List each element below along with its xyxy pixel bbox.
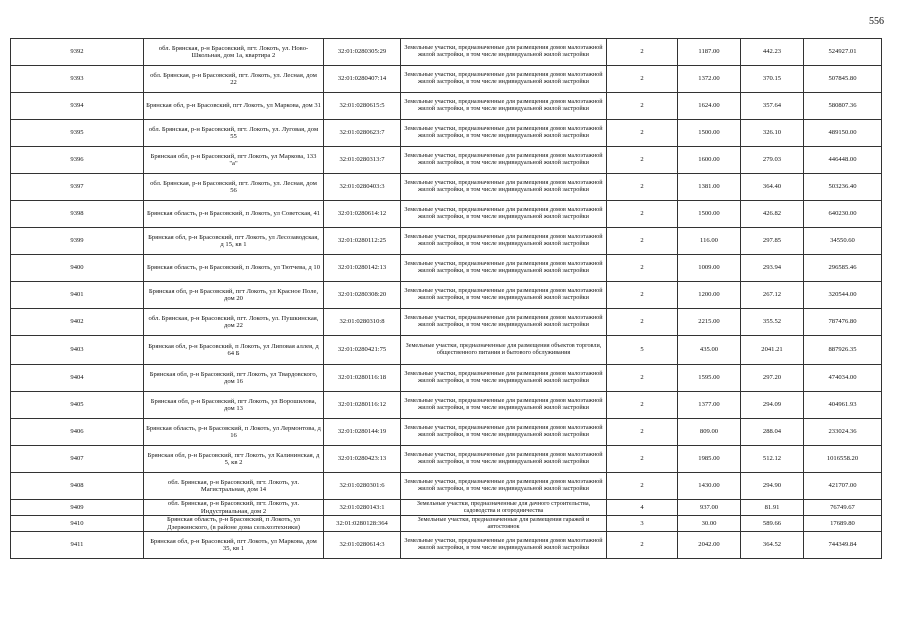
table-row [11,282,882,309]
land-use-cell: Земельные участки, предназначенные для размещения домов малоэтажной жилой застройки, в том числе индивидуальной жилой застройки [401,201,607,228]
cadastral-number-cell: 32:01:0280310:8 [324,309,401,336]
area-cell: 1600.00 [678,147,741,174]
address-cell: Брянская обл, р-н Брасовский, пгт Локоть, ул Твардовского, дом 16 [144,365,324,392]
group-cell: 2 [607,93,678,120]
unit-value-cell: 297.20 [741,365,804,392]
land-use-cell: Земельные участки, предназначенные для размещения домов малоэтажной жилой застройки, в том числе индивидуальной жилой застройки [401,255,607,282]
cadastral-value-cell: 580807.36 [804,93,882,120]
unit-value-cell: 279.03 [741,147,804,174]
unit-value-cell: 364.52 [741,532,804,559]
cadastral-value-cell: 489150.00 [804,120,882,147]
land-use-cell: Земельные участки, предназначенные для размещения домов малоэтажной жилой застройки, в том числе индивидуальной жилой застройки [401,120,607,147]
address-cell: Брянская обл, р-н Брасовский, пгт Локоть, ул Ворошилова, дом 13 [144,392,324,419]
area-cell: 1200.00 [678,282,741,309]
area-cell: 116.00 [678,228,741,255]
land-use-cell: Земельные участки, предназначенные для размещения домов малоэтажной жилой застройки, в том числе индивидуальной жилой застройки [401,392,607,419]
table-body [11,39,882,559]
area-cell: 1381.00 [678,174,741,201]
land-use-cell: Земельные участки, предназначенные для размещения домов малоэтажной жилой застройки, в том числе индивидуальной жилой застройки [401,532,607,559]
cadastral-number-cell: 32:01:0280403:3 [324,174,401,201]
area-cell: 30.00 [678,516,741,532]
unit-value-cell: 357.64 [741,93,804,120]
land-use-cell: Земельные участки, предназначенные для размещения домов малоэтажной жилой застройки, в том числе индивидуальной жилой застройки [401,39,607,66]
row-number: 9407 [11,446,144,473]
land-use-cell: Земельные участки, предназначенные для размещения домов малоэтажной жилой застройки, в том числе индивидуальной жилой застройки [401,93,607,120]
cadastral-number-cell: 32:01:0280116:18 [324,365,401,392]
address-cell: обл. Брянская, р-н Брасовский, пгт. Локоть, ул. Лесная, дом 56 [144,174,324,201]
address-cell: обл. Брянская, р-н Брасовский, пгт. Локоть, ул. Лесная, дом 22 [144,66,324,93]
table-row [11,473,882,500]
table-row [11,174,882,201]
row-number: 9401 [11,282,144,309]
table-row [11,532,882,559]
group-cell: 2 [607,201,678,228]
cadastral-value-cell: 296585.46 [804,255,882,282]
unit-value-cell: 293.94 [741,255,804,282]
cadastral-value-cell: 404961.93 [804,392,882,419]
cadastral-value-cell: 640230.00 [804,201,882,228]
row-number: 9398 [11,201,144,228]
cadastral-number-cell: 32:01:0280142:13 [324,255,401,282]
group-cell: 3 [607,516,678,532]
area-cell: 1500.00 [678,201,741,228]
unit-value-cell: 297.85 [741,228,804,255]
unit-value-cell: 589.66 [741,516,804,532]
address-cell: Брянская обл, р-н Брасовский, пгт Локоть, ул Маркова, 133 "а" [144,147,324,174]
table-row [11,255,882,282]
row-number: 9392 [11,39,144,66]
group-cell: 2 [607,66,678,93]
unit-value-cell: 2041.21 [741,336,804,365]
unit-value-cell: 267.12 [741,282,804,309]
land-use-cell: Земельные участки, предназначенные для размещения домов малоэтажной жилой застройки, в том числе индивидуальной жилой застройки [401,309,607,336]
area-cell: 1187.00 [678,39,741,66]
row-number: 9403 [11,336,144,365]
table-row [11,419,882,446]
row-number: 9400 [11,255,144,282]
unit-value-cell: 364.40 [741,174,804,201]
area-cell: 809.00 [678,419,741,446]
land-use-cell: Земельные участки, предназначенные для размещения домов малоэтажной жилой застройки, в том числе индивидуальной жилой застройки [401,419,607,446]
land-use-cell: Земельные участки, предназначенные для размещения домов малоэтажной жилой застройки, в том числе индивидуальной жилой застройки [401,147,607,174]
address-cell: Брянская обл, р-н Брасовский, пгт Локоть, ул Красное Поле, дом 20 [144,282,324,309]
address-cell: обл. Брянская, р-н Брасовский, пгт. Локоть, ул. Ново-Школьная, дом 1а, квартира 2 [144,39,324,66]
cadastral-value-cell: 1016558.20 [804,446,882,473]
cadastral-number-cell: 32:01:0280112:25 [324,228,401,255]
group-cell: 2 [607,532,678,559]
cadastral-value-cell: 421707.00 [804,473,882,500]
cadastral-number-cell: 32:01:0280308:20 [324,282,401,309]
area-cell: 1430.00 [678,473,741,500]
row-number: 9399 [11,228,144,255]
cadastral-value-cell: 474034.00 [804,365,882,392]
group-cell: 2 [607,392,678,419]
group-cell: 2 [607,255,678,282]
land-use-cell: Земельные участки, предназначенные для размещения домов малоэтажной жилой застройки, в том числе индивидуальной жилой застройки [401,174,607,201]
row-number: 9406 [11,419,144,446]
row-number: 9410 [11,516,144,532]
area-cell: 1624.00 [678,93,741,120]
table-row [11,228,882,255]
address-cell: Брянская область, р-н Брасовский, п Локоть, ул Лермонтова, д 16 [144,419,324,446]
land-use-cell: Земельные участки, предназначенные для размещения объектов торговли, общественного питания и бытового обслуживания [401,336,607,365]
cadastral-value-cell: 17689.80 [804,516,882,532]
cadastral-number-cell: 32:01:0280313:7 [324,147,401,174]
unit-value-cell: 81.91 [741,500,804,516]
row-number: 9397 [11,174,144,201]
address-cell: Брянская область, р-н Брасовский, п Локоть, ул Дзержинского, (в районе дома сельхозтехники) [144,516,324,532]
unit-value-cell: 294.90 [741,473,804,500]
area-cell: 1595.00 [678,365,741,392]
cadastral-number-cell: 32:01:0280305:29 [324,39,401,66]
area-cell: 1377.00 [678,392,741,419]
address-cell: обл. Брянская, р-н Брасовский, пгт. Локоть, ул. Магистральная, дом 14 [144,473,324,500]
group-cell: 2 [607,147,678,174]
land-use-cell: Земельные участки, предназначенные для размещения домов малоэтажной жилой застройки, в том числе индивидуальной жилой застройки [401,473,607,500]
area-cell: 1372.00 [678,66,741,93]
group-cell: 2 [607,419,678,446]
group-cell: 5 [607,336,678,365]
land-use-cell: Земельные участки, предназначенные для размещения домов малоэтажной жилой застройки, в том числе индивидуальной жилой застройки [401,228,607,255]
address-cell: Брянская область, р-н Брасовский, п Локоть, ул Тютчева, д 10 [144,255,324,282]
cadastral-value-cell: 524927.01 [804,39,882,66]
group-cell: 2 [607,120,678,147]
land-use-cell: Земельные участки, предназначенные для размещения домов малоэтажной жилой застройки, в том числе индивидуальной жилой застройки [401,446,607,473]
table-row [11,39,882,66]
unit-value-cell: 370.15 [741,66,804,93]
cadastral-value-table [10,38,882,559]
table-row [11,309,882,336]
table-row [11,120,882,147]
cadastral-value-cell: 744349.84 [804,532,882,559]
row-number: 9402 [11,309,144,336]
address-cell: Брянская область, р-н Брасовский, п Локоть, ул Советская, 41 [144,201,324,228]
address-cell: Брянская обл, р-н Брасовский, п Локоть, ул Липовая аллея, д 64 Б [144,336,324,365]
land-use-cell: Земельные участки, предназначенные для дачного строительства, садоводства и огородничества [401,500,607,516]
row-number: 9405 [11,392,144,419]
area-cell: 2215.00 [678,309,741,336]
area-cell: 1500.00 [678,120,741,147]
unit-value-cell: 288.04 [741,419,804,446]
cadastral-number-cell: 32:01:0280615:5 [324,93,401,120]
cadastral-number-cell: 32:01:0280423:13 [324,446,401,473]
row-number: 9404 [11,365,144,392]
cadastral-number-cell: 32:01:0280301:6 [324,473,401,500]
cadastral-value-cell: 320544.00 [804,282,882,309]
address-cell: Брянская обл, р-н Брасовский, пгт Локоть, ул Лесозаводская, д 15, кв 1 [144,228,324,255]
address-cell: обл. Брянская, р-н Брасовский, пгт. Локоть, ул. Индустриальная, дом 2 [144,500,324,516]
area-cell: 937.00 [678,500,741,516]
table-row [11,336,882,365]
cadastral-value-cell: 787476.80 [804,309,882,336]
group-cell: 2 [607,365,678,392]
row-number: 9395 [11,120,144,147]
row-number: 9411 [11,532,144,559]
row-number: 9409 [11,500,144,516]
cadastral-number-cell: 32:01:0280421:75 [324,336,401,365]
land-use-cell: Земельные участки, предназначенные для размещения домов малоэтажной жилой застройки, в том числе индивидуальной жилой застройки [401,282,607,309]
cadastral-number-cell: 32:01:0280144:19 [324,419,401,446]
group-cell: 2 [607,446,678,473]
cadastral-number-cell: 32:01:0280614:3 [324,532,401,559]
table-row [11,147,882,174]
unit-value-cell: 512.12 [741,446,804,473]
cadastral-value-cell: 446448.00 [804,147,882,174]
unit-value-cell: 355.52 [741,309,804,336]
area-cell: 1009.00 [678,255,741,282]
row-number: 9408 [11,473,144,500]
cadastral-value-cell: 233024.36 [804,419,882,446]
area-cell: 2042.00 [678,532,741,559]
group-cell: 2 [607,174,678,201]
table-row [11,392,882,419]
area-cell: 435.00 [678,336,741,365]
table-row [11,93,882,120]
address-cell: обл. Брянская, р-н Брасовский, пгт. Локоть, ул. Луговая, дом 55 [144,120,324,147]
table-row [11,516,882,532]
cadastral-number-cell: 32:01:0280128:364 [324,516,401,532]
cadastral-number-cell: 32:01:0280614:12 [324,201,401,228]
cadastral-value-cell: 503236.40 [804,174,882,201]
table-row [11,66,882,93]
cadastral-value-cell: 34550.60 [804,228,882,255]
cadastral-value-cell: 887926.35 [804,336,882,365]
table-row [11,446,882,473]
address-cell: Брянская обл, р-н Брасовский, пгт Локоть, ул Маркова, дом 31 [144,93,324,120]
row-number: 9396 [11,147,144,174]
group-cell: 4 [607,500,678,516]
unit-value-cell: 426.82 [741,201,804,228]
page-number: 556 [869,16,884,27]
land-use-cell: Земельные участки, предназначенные для размещения домов малоэтажной жилой застройки, в том числе индивидуальной жилой застройки [401,66,607,93]
cadastral-number-cell: 32:01:0280116:12 [324,392,401,419]
group-cell: 2 [607,282,678,309]
area-cell: 1985.00 [678,446,741,473]
address-cell: Брянская обл, р-н Брасовский, пгт Локоть, ул Маркова, дом 35, кв 1 [144,532,324,559]
table-row [11,365,882,392]
table-row [11,500,882,516]
unit-value-cell: 294.09 [741,392,804,419]
land-use-cell: Земельные участки, предназначенные для размещения домов малоэтажной жилой застройки, в том числе индивидуальной жилой застройки [401,365,607,392]
row-number: 9394 [11,93,144,120]
row-number: 9393 [11,66,144,93]
cadastral-value-cell: 507845.80 [804,66,882,93]
group-cell: 2 [607,309,678,336]
table-row [11,201,882,228]
land-use-cell: Земельные участки, предназначенные для размещения гаражей и автостоянок [401,516,607,532]
address-cell: Брянская обл, р-н Брасовский, пгт Локоть, ул Калининская, д 5, кв 2 [144,446,324,473]
cadastral-value-cell: 76749.67 [804,500,882,516]
address-cell: обл. Брянская, р-н Брасовский, пгт. Локоть, ул. Пушкинская, дом 22 [144,309,324,336]
unit-value-cell: 442.23 [741,39,804,66]
group-cell: 2 [607,228,678,255]
cadastral-number-cell: 32:01:0280407:14 [324,66,401,93]
cadastral-number-cell: 32:01:0280623:7 [324,120,401,147]
group-cell: 2 [607,473,678,500]
group-cell: 2 [607,39,678,66]
unit-value-cell: 326.10 [741,120,804,147]
cadastral-number-cell: 32:01:0280143:1 [324,500,401,516]
